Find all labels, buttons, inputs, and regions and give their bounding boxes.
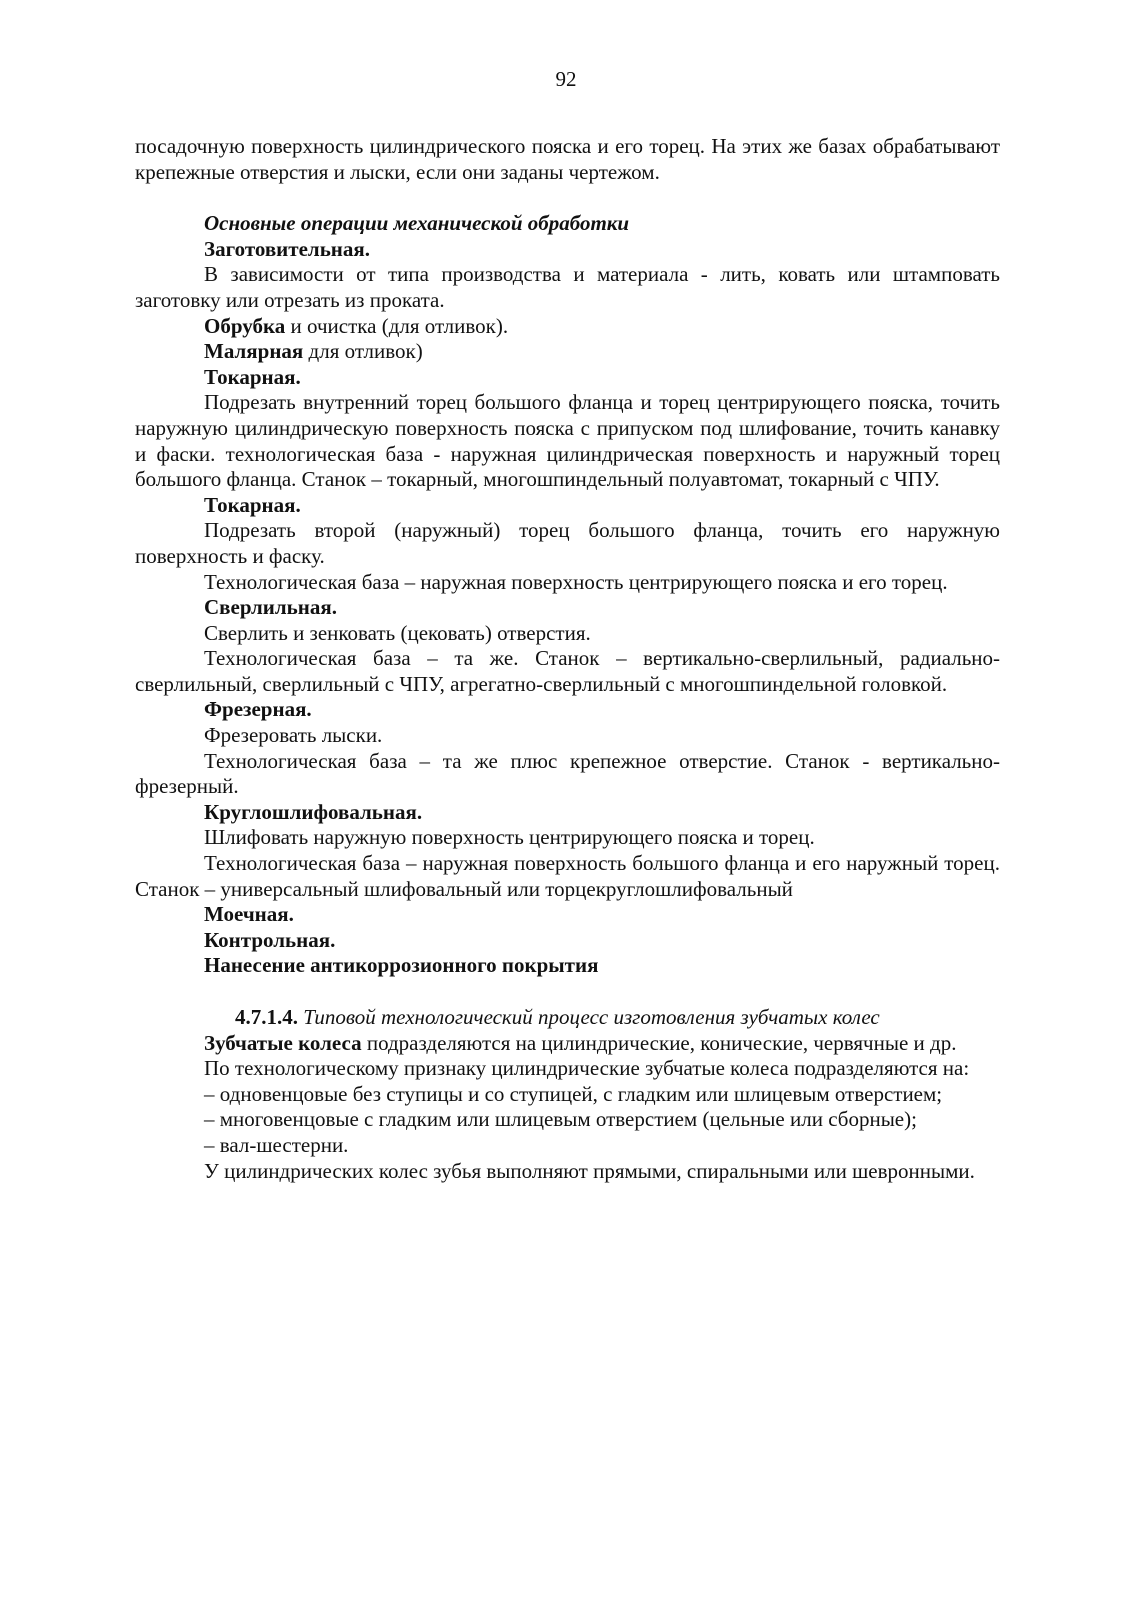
subsection-number: 4.7.1.4. bbox=[235, 1005, 298, 1029]
paragraph-sverlilnaya-b: Технологическая база – та же. Станок – вертикально-сверлильный, радиально-сверлильный, сверлильный с ЧПУ, агрегатно-сверлильный с многошпиндельной головкой. bbox=[135, 646, 1000, 696]
paragraph-priznak: По технологическому признаку цилиндрические зубчатые колеса подразделяются на: bbox=[204, 1056, 970, 1081]
malyarnaya-term: Малярная bbox=[204, 339, 304, 364]
list-item: – многовенцовые с гладким или шлицевым отверстием (цельные или сборные); bbox=[204, 1107, 917, 1132]
operation-heading-tokarnaya-2: Токарная. bbox=[204, 492, 301, 517]
operation-heading-moechnaya: Моечная. bbox=[204, 902, 294, 927]
operation-heading-kontrolnaya: Контрольная. bbox=[204, 927, 336, 952]
operation-heading-frezernaya: Фрезерная. bbox=[204, 697, 312, 722]
operation-heading-krugloshlifovalnaya: Круглошлифовальная. bbox=[204, 799, 423, 824]
operation-heading-sverlilnaya: Сверлильная. bbox=[204, 595, 337, 620]
paragraph-tokarnaya-1: Подрезать внутренний торец большого фланца и торец центрирующего пояска, точить наружную цилиндрическую поверхность пояска с припуском под шлифование, точить канавку и фаски. технологическая база - наружная цилиндрическая поверхность и наружный торец большого фланца. Станок – токарный, многошпиндельный полуавтомат, токарный с ЧПУ. bbox=[135, 390, 1000, 492]
malyarnaya-text: для отливок) bbox=[303, 339, 423, 364]
paragraph-zubchatye bbox=[135, 1031, 1000, 1057]
operation-heading-tokarnaya-1: Токарная. bbox=[204, 364, 301, 389]
obrubka-term: Обрубка bbox=[204, 313, 286, 338]
subsection-title: Типовой технологический процесс изготовления зубчатых колес bbox=[298, 1005, 880, 1029]
paragraph-malyarnaya bbox=[135, 339, 1000, 365]
paragraph-krugloshlifovalnaya-b: Технологическая база – наружная поверхность большого фланца и его наружный торец. Станок – универсальный шлифовальный или торцекруглошлифовальный bbox=[135, 851, 1000, 901]
paragraph-final: У цилиндрических колес зубья выполняют прямыми, спиральными или шевронными. bbox=[204, 1158, 975, 1183]
zubchatye-text: подразделяются на цилиндрические, конические, червячные и др. bbox=[361, 1030, 957, 1055]
paragraph-sverlilnaya-a: Сверлить и зенковать (цековать) отверстия. bbox=[204, 620, 591, 645]
operation-heading-zagotovitelnaya: Заготовительная. bbox=[204, 236, 371, 261]
zubchatye-term: Зубчатые колеса bbox=[204, 1030, 362, 1055]
list-item: – одновенцовые без ступицы и со ступицей, с гладким или шлицевым отверстием; bbox=[204, 1081, 943, 1106]
intro-paragraph: посадочную поверхность цилиндрического пояска и его торец. На этих же базах обрабатывают крепежные отверстия и лыски, если они заданы чертежом. bbox=[135, 134, 1000, 184]
paragraph-tokarnaya-2b: Технологическая база – наружная поверхность центрирующего пояска и его торец. bbox=[204, 569, 948, 594]
paragraph-tokarnaya-2a: Подрезать второй (наружный) торец большого фланца, точить его наружную поверхность и фаску. bbox=[135, 518, 1000, 568]
paragraph-frezernaya-b: Технологическая база – та же плюс крепежное отверстие. Станок - вертикально-фрезерный. bbox=[135, 748, 1000, 799]
paragraph-obrubka bbox=[135, 314, 1000, 340]
subsection-heading bbox=[135, 1005, 1000, 1031]
paragraph-krugloshlifovalnaya-a: Шлифовать наружную поверхность центрирующего пояска и торец. bbox=[204, 825, 815, 850]
page-body bbox=[135, 134, 1000, 1184]
section-heading: Основные операции механической обработки bbox=[204, 211, 630, 236]
list-item: – вал-шестерни. bbox=[204, 1132, 349, 1157]
paragraph-zagotovitelnaya: В зависимости от типа производства и материала - лить, ковать или штамповать заготовку или отрезать из проката. bbox=[135, 262, 1000, 312]
operation-heading-nanesenie: Нанесение антикоррозионного покрытия bbox=[204, 953, 599, 978]
paragraph-frezernaya-a: Фрезеровать лыски. bbox=[204, 723, 383, 748]
obrubka-text: и очистка (для отливок). bbox=[285, 313, 509, 338]
page-number: 92 bbox=[555, 67, 577, 91]
